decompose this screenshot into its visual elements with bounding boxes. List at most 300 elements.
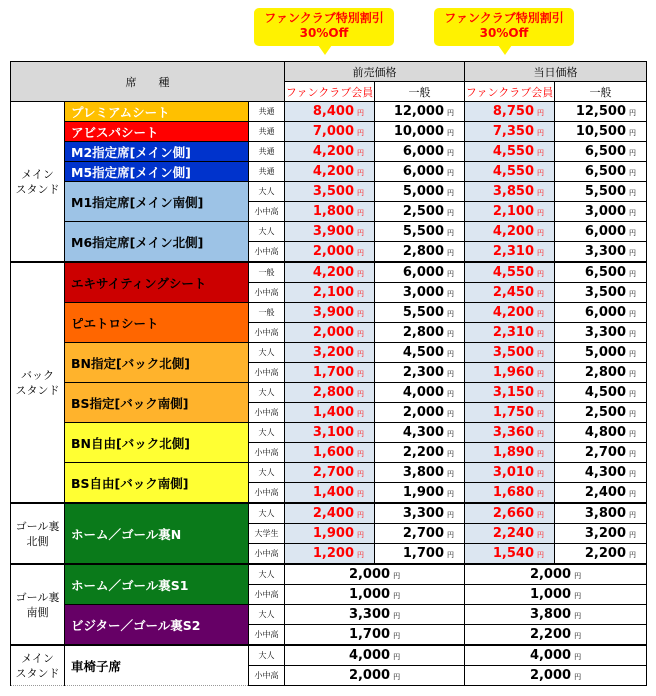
table-row xyxy=(11,463,647,483)
ticket-category: 小中高 xyxy=(249,483,285,504)
yen-unit: 円 xyxy=(574,572,582,580)
seat-name: BS自由[バック南側] xyxy=(65,463,249,504)
yen-unit: 円 xyxy=(629,551,636,559)
yen-unit: 円 xyxy=(629,490,636,498)
ticket-category: 大人 xyxy=(249,383,285,403)
advance-fc-price xyxy=(285,122,375,142)
advance-fc-price xyxy=(285,403,375,423)
advance-price xyxy=(285,666,465,686)
sameday-price xyxy=(465,585,647,605)
price-value: 4,000 xyxy=(529,648,572,663)
sameday-fc-price xyxy=(465,142,555,162)
sameday-price xyxy=(465,645,647,666)
price-value: 5,000 xyxy=(584,345,626,360)
price-value: 3,360 xyxy=(492,425,534,440)
advance-general-price xyxy=(375,142,465,162)
advance-price xyxy=(285,585,465,605)
yen-unit: 円 xyxy=(574,612,582,620)
price-value: 3,850 xyxy=(492,184,534,199)
price-value: 12,500 xyxy=(575,104,626,119)
price-value: 1,700 xyxy=(348,627,391,642)
price-value: 3,800 xyxy=(529,607,572,622)
yen-unit: 円 xyxy=(447,109,454,117)
advance-general-price xyxy=(375,383,465,403)
price-value: 3,000 xyxy=(402,285,444,300)
table-row xyxy=(11,645,647,666)
yen-unit: 円 xyxy=(629,531,636,539)
seat-type-header: 席 種 xyxy=(11,62,285,102)
sameday-general-price xyxy=(555,303,647,323)
yen-unit: 円 xyxy=(357,410,364,418)
table-row xyxy=(11,262,647,283)
price-value: 2,000 xyxy=(529,567,572,582)
sameday-general-header: 一般 xyxy=(555,82,647,102)
seat-name: ビジター／ゴール裏S2 xyxy=(65,605,249,646)
table-row xyxy=(11,423,647,443)
price-value: 1,400 xyxy=(312,405,354,420)
price-value: 4,500 xyxy=(402,345,444,360)
sameday-general-price xyxy=(555,202,647,222)
sameday-fc-price xyxy=(465,363,555,383)
advance-general-price xyxy=(375,323,465,343)
advance-fc-price xyxy=(285,142,375,162)
price-value: 2,300 xyxy=(402,365,444,380)
price-value: 2,700 xyxy=(584,445,626,460)
sameday-fc-price xyxy=(465,182,555,202)
price-value: 3,800 xyxy=(584,506,626,521)
stand-area-label: メイン スタンド xyxy=(11,645,65,686)
seat-name: アビスパシート xyxy=(65,122,249,142)
ticket-category: 小中高 xyxy=(249,544,285,565)
sameday-fc-price xyxy=(465,303,555,323)
callout-line1: ファンクラブ特別割引 xyxy=(444,11,564,25)
price-value: 2,800 xyxy=(402,325,444,340)
ticket-category: 大人 xyxy=(249,605,285,625)
advance-fc-price xyxy=(285,423,375,443)
yen-unit: 円 xyxy=(537,551,544,559)
yen-unit: 円 xyxy=(447,129,454,137)
yen-unit: 円 xyxy=(629,310,636,318)
price-value: 2,500 xyxy=(402,204,444,219)
yen-unit: 円 xyxy=(629,350,636,358)
price-value: 4,200 xyxy=(312,144,354,159)
price-value: 5,000 xyxy=(402,184,444,199)
yen-unit: 円 xyxy=(393,592,401,600)
price-value: 2,400 xyxy=(584,485,626,500)
yen-unit: 円 xyxy=(393,632,401,640)
yen-unit: 円 xyxy=(357,229,364,237)
yen-unit: 円 xyxy=(629,470,636,478)
yen-unit: 円 xyxy=(447,370,454,378)
yen-unit: 円 xyxy=(537,310,544,318)
price-value: 1,680 xyxy=(492,485,534,500)
sameday-general-price xyxy=(555,162,647,182)
price-value: 1,800 xyxy=(312,204,354,219)
advance-price xyxy=(285,605,465,625)
yen-unit: 円 xyxy=(447,189,454,197)
price-value: 5,500 xyxy=(402,305,444,320)
price-value: 5,500 xyxy=(584,184,626,199)
yen-unit: 円 xyxy=(574,632,582,640)
price-value: 1,700 xyxy=(402,546,444,561)
price-value: 2,100 xyxy=(492,204,534,219)
price-value: 2,000 xyxy=(312,325,354,340)
advance-general-price xyxy=(375,483,465,504)
table-row xyxy=(11,383,647,403)
ticket-category: 大人 xyxy=(249,463,285,483)
yen-unit: 円 xyxy=(447,390,454,398)
advance-general-price xyxy=(375,363,465,383)
stand-area-label: バック スタンド xyxy=(11,262,65,503)
advance-fc-price xyxy=(285,242,375,263)
table-row xyxy=(11,343,647,363)
price-value: 2,200 xyxy=(402,445,444,460)
price-value: 2,800 xyxy=(402,244,444,259)
yen-unit: 円 xyxy=(629,330,636,338)
sameday-general-price xyxy=(555,403,647,423)
price-value: 2,660 xyxy=(492,506,534,521)
sameday-general-price xyxy=(555,524,647,544)
table-row xyxy=(11,503,647,524)
price-value: 6,000 xyxy=(402,164,444,179)
advance-general-price xyxy=(375,343,465,363)
price-value: 4,200 xyxy=(492,305,534,320)
advance-fc-price xyxy=(285,383,375,403)
table-row xyxy=(11,102,647,122)
price-value: 1,400 xyxy=(312,485,354,500)
yen-unit: 円 xyxy=(393,572,401,580)
sameday-general-price xyxy=(555,383,647,403)
sameday-general-price xyxy=(555,483,647,504)
price-value: 2,800 xyxy=(584,365,626,380)
sameday-general-price xyxy=(555,443,647,463)
yen-unit: 円 xyxy=(447,450,454,458)
price-value: 3,300 xyxy=(584,325,626,340)
yen-unit: 円 xyxy=(537,249,544,257)
price-value: 1,900 xyxy=(402,485,444,500)
sameday-fc-price xyxy=(465,403,555,423)
yen-unit: 円 xyxy=(629,149,636,157)
price-value: 7,350 xyxy=(492,124,534,139)
sameday-fc-price xyxy=(465,122,555,142)
yen-unit: 円 xyxy=(629,229,636,237)
yen-unit: 円 xyxy=(357,350,364,358)
sameday-fc-price xyxy=(465,443,555,463)
price-value: 4,000 xyxy=(348,648,391,663)
price-value: 3,800 xyxy=(402,465,444,480)
advance-general-price xyxy=(375,403,465,423)
advance-price-header: 前売価格 xyxy=(285,62,465,82)
ticket-category: 小中高 xyxy=(249,443,285,463)
table-row xyxy=(11,162,647,182)
price-value: 1,700 xyxy=(312,365,354,380)
seat-name: M6指定席[メイン北側] xyxy=(65,222,249,263)
yen-unit: 円 xyxy=(447,209,454,217)
yen-unit: 円 xyxy=(447,511,454,519)
yen-unit: 円 xyxy=(357,149,364,157)
price-value: 3,500 xyxy=(492,345,534,360)
price-value: 6,000 xyxy=(584,305,626,320)
table-row xyxy=(11,303,647,323)
price-value: 2,400 xyxy=(312,506,354,521)
yen-unit: 円 xyxy=(393,673,401,681)
yen-unit: 円 xyxy=(537,490,544,498)
price-value: 6,500 xyxy=(584,164,626,179)
seat-name: BS指定[バック南側] xyxy=(65,383,249,423)
sameday-general-price xyxy=(555,242,647,263)
sameday-general-price xyxy=(555,503,647,524)
yen-unit: 円 xyxy=(357,209,364,217)
yen-unit: 円 xyxy=(537,430,544,438)
price-value: 3,900 xyxy=(312,305,354,320)
stand-area-label: メイン スタンド xyxy=(11,102,65,263)
ticket-category: 小中高 xyxy=(249,625,285,646)
price-value: 2,000 xyxy=(348,668,391,683)
yen-unit: 円 xyxy=(447,290,454,298)
sameday-general-price xyxy=(555,544,647,565)
advance-fc-price xyxy=(285,262,375,283)
advance-price xyxy=(285,625,465,646)
yen-unit: 円 xyxy=(357,189,364,197)
sameday-price-header: 当日価格 xyxy=(465,62,647,82)
seat-name: ホーム／ゴール裏S1 xyxy=(65,564,249,605)
advance-fc-price xyxy=(285,524,375,544)
sameday-general-price xyxy=(555,222,647,242)
yen-unit: 円 xyxy=(447,350,454,358)
price-value: 4,200 xyxy=(312,164,354,179)
price-value: 2,000 xyxy=(529,668,572,683)
ticket-category: 大人 xyxy=(249,645,285,666)
table-row xyxy=(11,222,647,242)
price-value: 4,550 xyxy=(492,144,534,159)
advance-price xyxy=(285,645,465,666)
price-value: 2,700 xyxy=(402,526,444,541)
sameday-general-price xyxy=(555,463,647,483)
seat-name: ホーム／ゴール裏N xyxy=(65,503,249,564)
seat-name: M1指定席[メイン南側] xyxy=(65,182,249,222)
advance-fc-price xyxy=(285,443,375,463)
price-value: 2,000 xyxy=(402,405,444,420)
advance-general-price xyxy=(375,122,465,142)
ticket-category: 共通 xyxy=(249,162,285,182)
price-value: 1,960 xyxy=(492,365,534,380)
yen-unit: 円 xyxy=(574,592,582,600)
price-value: 3,100 xyxy=(312,425,354,440)
sameday-fc-price xyxy=(465,162,555,182)
yen-unit: 円 xyxy=(537,390,544,398)
price-value: 3,300 xyxy=(584,244,626,259)
advance-fc-price xyxy=(285,303,375,323)
yen-unit: 円 xyxy=(537,511,544,519)
yen-unit: 円 xyxy=(629,129,636,137)
sameday-price xyxy=(465,625,647,646)
sameday-fc-price xyxy=(465,262,555,283)
yen-unit: 円 xyxy=(447,490,454,498)
advance-fc-price xyxy=(285,182,375,202)
price-value: 3,300 xyxy=(348,607,391,622)
sameday-price xyxy=(465,605,647,625)
yen-unit: 円 xyxy=(447,470,454,478)
sameday-price xyxy=(465,666,647,686)
sameday-fc-price xyxy=(465,463,555,483)
price-value: 12,000 xyxy=(393,104,444,119)
price-value: 5,500 xyxy=(402,224,444,239)
yen-unit: 円 xyxy=(629,370,636,378)
price-value: 2,100 xyxy=(312,285,354,300)
price-value: 1,200 xyxy=(312,546,354,561)
yen-unit: 円 xyxy=(537,109,544,117)
yen-unit: 円 xyxy=(574,673,582,681)
ticket-category: 小中高 xyxy=(249,242,285,263)
price-value: 4,500 xyxy=(584,385,626,400)
price-value: 6,000 xyxy=(402,144,444,159)
fc-discount-callout-sameday xyxy=(434,8,574,46)
yen-unit: 円 xyxy=(629,430,636,438)
yen-unit: 円 xyxy=(629,189,636,197)
price-value: 1,600 xyxy=(312,445,354,460)
price-value: 2,310 xyxy=(492,244,534,259)
yen-unit: 円 xyxy=(357,490,364,498)
yen-unit: 円 xyxy=(537,209,544,217)
yen-unit: 円 xyxy=(537,330,544,338)
yen-unit: 円 xyxy=(357,470,364,478)
advance-fc-price xyxy=(285,222,375,242)
price-value: 4,200 xyxy=(492,224,534,239)
price-value: 3,000 xyxy=(584,204,626,219)
yen-unit: 円 xyxy=(537,410,544,418)
price-value: 2,800 xyxy=(312,385,354,400)
advance-general-price xyxy=(375,303,465,323)
yen-unit: 円 xyxy=(537,169,544,177)
seat-name: エキサイティングシート xyxy=(65,262,249,303)
sameday-general-price xyxy=(555,363,647,383)
price-value: 1,750 xyxy=(492,405,534,420)
sameday-fc-price xyxy=(465,544,555,565)
price-value: 2,310 xyxy=(492,325,534,340)
yen-unit: 円 xyxy=(537,350,544,358)
yen-unit: 円 xyxy=(447,229,454,237)
yen-unit: 円 xyxy=(629,410,636,418)
yen-unit: 円 xyxy=(357,310,364,318)
ticket-category: 小中高 xyxy=(249,363,285,383)
price-value: 4,550 xyxy=(492,265,534,280)
price-value: 3,300 xyxy=(402,506,444,521)
ticket-category: 大人 xyxy=(249,343,285,363)
yen-unit: 円 xyxy=(447,430,454,438)
seat-name: ピエトロシート xyxy=(65,303,249,343)
advance-fc-price xyxy=(285,463,375,483)
price-value: 10,500 xyxy=(575,124,626,139)
callout-line1: ファンクラブ特別割引 xyxy=(264,11,384,25)
sameday-fc-price xyxy=(465,242,555,263)
price-value: 6,000 xyxy=(584,224,626,239)
seat-name: 車椅子席 xyxy=(65,645,249,686)
yen-unit: 円 xyxy=(537,531,544,539)
yen-unit: 円 xyxy=(447,169,454,177)
sameday-fc-price xyxy=(465,383,555,403)
price-rows xyxy=(11,102,647,686)
price-value: 1,000 xyxy=(529,587,572,602)
price-value: 4,300 xyxy=(402,425,444,440)
price-value: 3,900 xyxy=(312,224,354,239)
price-value: 6,500 xyxy=(584,144,626,159)
advance-general-price xyxy=(375,463,465,483)
advance-general-price xyxy=(375,503,465,524)
sameday-fc-price xyxy=(465,222,555,242)
price-value: 3,010 xyxy=(492,465,534,480)
yen-unit: 円 xyxy=(629,270,636,278)
yen-unit: 円 xyxy=(357,511,364,519)
sameday-general-price xyxy=(555,323,647,343)
sameday-fc-price xyxy=(465,483,555,504)
advance-general-price xyxy=(375,242,465,263)
ticket-category: 大人 xyxy=(249,182,285,202)
table-row xyxy=(11,182,647,202)
ticket-category: 小中高 xyxy=(249,202,285,222)
seat-name: プレミアムシート xyxy=(65,102,249,122)
ticket-category: 共通 xyxy=(249,102,285,122)
advance-general-price xyxy=(375,162,465,182)
yen-unit: 円 xyxy=(629,109,636,117)
ticket-price-table xyxy=(10,61,647,686)
price-value: 6,500 xyxy=(584,265,626,280)
advance-fc-price xyxy=(285,363,375,383)
yen-unit: 円 xyxy=(357,390,364,398)
advance-fc-price xyxy=(285,483,375,504)
stand-area-label: ゴール裏 南側 xyxy=(11,564,65,645)
seat-name: BN自由[バック北側] xyxy=(65,423,249,463)
ticket-category: 小中高 xyxy=(249,585,285,605)
sameday-general-price xyxy=(555,182,647,202)
advance-general-price xyxy=(375,544,465,565)
yen-unit: 円 xyxy=(629,450,636,458)
price-value: 1,890 xyxy=(492,445,534,460)
sameday-fc-price xyxy=(465,202,555,222)
yen-unit: 円 xyxy=(629,249,636,257)
yen-unit: 円 xyxy=(537,290,544,298)
yen-unit: 円 xyxy=(537,149,544,157)
sameday-general-price xyxy=(555,262,647,283)
yen-unit: 円 xyxy=(447,330,454,338)
table-row xyxy=(11,122,647,142)
ticket-category: 大人 xyxy=(249,503,285,524)
advance-fc-price xyxy=(285,102,375,122)
yen-unit: 円 xyxy=(537,370,544,378)
price-value: 4,000 xyxy=(402,385,444,400)
price-value: 10,000 xyxy=(393,124,444,139)
advance-fc-price xyxy=(285,283,375,303)
price-value: 1,900 xyxy=(312,526,354,541)
price-value: 4,200 xyxy=(312,265,354,280)
yen-unit: 円 xyxy=(574,653,582,661)
sameday-general-price xyxy=(555,142,647,162)
price-value: 4,800 xyxy=(584,425,626,440)
yen-unit: 円 xyxy=(629,209,636,217)
fc-discount-callout-advance xyxy=(254,8,394,46)
price-value: 3,200 xyxy=(312,345,354,360)
advance-general-price xyxy=(375,524,465,544)
yen-unit: 円 xyxy=(357,109,364,117)
price-value: 2,240 xyxy=(492,526,534,541)
ticket-category: 大人 xyxy=(249,222,285,242)
callout-line2: 30%Off xyxy=(479,26,529,40)
ticket-category: 共通 xyxy=(249,142,285,162)
ticket-category: 一般 xyxy=(249,303,285,323)
advance-general-price xyxy=(375,443,465,463)
yen-unit: 円 xyxy=(357,270,364,278)
advance-fc-price xyxy=(285,503,375,524)
advance-fc-price xyxy=(285,343,375,363)
